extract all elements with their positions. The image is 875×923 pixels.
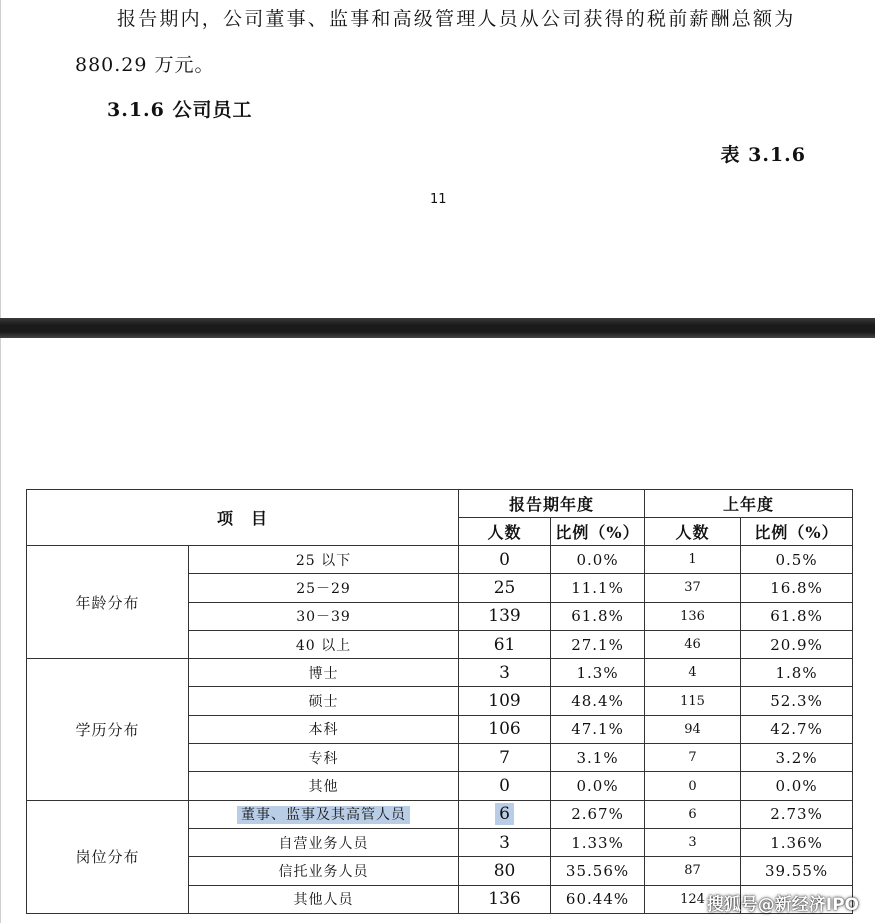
current-ratio-cell: 1.33% — [551, 828, 645, 856]
current-ratio-cell: 35.56% — [551, 857, 645, 885]
category-cell: 岗位分布 — [27, 800, 189, 913]
current-ratio-cell: 48.4% — [551, 687, 645, 715]
document-page-top — [0, 0, 875, 318]
current-ratio-cell: 61.8% — [551, 602, 645, 630]
highlighted-item-label: 董事、监事及其高管人员 — [237, 806, 410, 824]
previous-count-cell: 124 — [645, 885, 741, 913]
paragraph-line-1: 报告期内，公司董事、监事和高级管理人员从公司获得的税前薪酬总额为 — [117, 8, 796, 30]
previous-count-cell: 115 — [645, 687, 741, 715]
previous-count-cell: 3 — [645, 828, 741, 856]
item-cell: 其他人员 — [189, 885, 459, 913]
previous-ratio-cell: 16.8% — [741, 574, 853, 602]
item-cell: 专科 — [189, 744, 459, 772]
header-previous-ratio: 比例（%） — [741, 518, 853, 546]
previous-ratio-cell: 1.36% — [741, 828, 853, 856]
item-cell: 信托业务人员 — [189, 857, 459, 885]
item-cell: 其他 — [189, 772, 459, 800]
previous-ratio-cell: 1.8% — [741, 659, 853, 687]
table-row — [27, 546, 853, 574]
previous-count-cell: 7 — [645, 744, 741, 772]
previous-ratio-cell: 0.0% — [741, 772, 853, 800]
current-count-cell: 0 — [459, 546, 551, 574]
current-count-cell: 3 — [459, 828, 551, 856]
item-cell — [189, 800, 459, 828]
current-ratio-cell: 0.0% — [551, 772, 645, 800]
current-count-cell: 80 — [459, 857, 551, 885]
previous-ratio-cell: 0.5% — [741, 546, 853, 574]
current-count-cell: 109 — [459, 687, 551, 715]
previous-ratio-cell: 61.8% — [741, 602, 853, 630]
previous-ratio-cell: 52.3% — [741, 687, 853, 715]
watermark: 搜狐号@新经济IPO — [706, 895, 859, 915]
table-row — [27, 659, 853, 687]
previous-count-cell: 136 — [645, 602, 741, 630]
previous-count-cell: 37 — [645, 574, 741, 602]
current-count-cell: 7 — [459, 744, 551, 772]
current-count-cell: 0 — [459, 772, 551, 800]
current-count-cell: 3 — [459, 659, 551, 687]
category-cell: 学历分布 — [27, 659, 189, 800]
staff-table — [26, 489, 853, 914]
paragraph-line-2: 880.29 万元。 — [75, 54, 215, 76]
previous-ratio-cell: 20.9% — [741, 630, 853, 658]
header-current-year: 报告期年度 — [459, 490, 645, 518]
header-current-count: 人数 — [459, 518, 551, 546]
table-header-row — [27, 490, 853, 518]
current-ratio-cell: 60.44% — [551, 885, 645, 913]
item-cell: 本科 — [189, 715, 459, 743]
item-cell: 30－39 — [189, 602, 459, 630]
current-count-cell: 136 — [459, 885, 551, 913]
previous-count-cell: 6 — [645, 800, 741, 828]
previous-count-cell: 87 — [645, 857, 741, 885]
previous-count-cell: 4 — [645, 659, 741, 687]
section-title: 3.1.6 公司员工 — [107, 99, 253, 121]
previous-count-cell: 0 — [645, 772, 741, 800]
highlighted-count: 6 — [495, 803, 514, 825]
current-ratio-cell: 1.3% — [551, 659, 645, 687]
current-count-cell: 139 — [459, 602, 551, 630]
header-previous-year: 上年度 — [645, 490, 853, 518]
item-cell: 博士 — [189, 659, 459, 687]
current-ratio-cell: 0.0% — [551, 546, 645, 574]
current-ratio-cell: 2.67% — [551, 800, 645, 828]
current-ratio-cell: 11.1% — [551, 574, 645, 602]
table-caption: 表 3.1.6 — [720, 144, 806, 166]
header-current-ratio: 比例（%） — [551, 518, 645, 546]
current-ratio-cell: 3.1% — [551, 744, 645, 772]
previous-count-cell: 94 — [645, 715, 741, 743]
current-count-cell — [459, 800, 551, 828]
previous-count-cell: 46 — [645, 630, 741, 658]
page-divider — [0, 318, 875, 338]
header-previous-count: 人数 — [645, 518, 741, 546]
header-item: 项 目 — [27, 490, 459, 546]
previous-ratio-cell: 42.7% — [741, 715, 853, 743]
page-number: 11 — [430, 192, 447, 207]
current-count-cell: 25 — [459, 574, 551, 602]
previous-ratio-cell: 2.73% — [741, 800, 853, 828]
item-cell: 40 以上 — [189, 630, 459, 658]
item-cell: 硕士 — [189, 687, 459, 715]
current-count-cell: 61 — [459, 630, 551, 658]
current-count-cell: 106 — [459, 715, 551, 743]
item-cell: 自营业务人员 — [189, 828, 459, 856]
item-cell: 25－29 — [189, 574, 459, 602]
item-cell: 25 以下 — [189, 546, 459, 574]
current-ratio-cell: 27.1% — [551, 630, 645, 658]
category-cell: 年龄分布 — [27, 546, 189, 659]
table-row — [27, 800, 853, 828]
previous-count-cell: 1 — [645, 546, 741, 574]
previous-ratio-cell: 3.2% — [741, 744, 853, 772]
current-ratio-cell: 47.1% — [551, 715, 645, 743]
previous-ratio-cell: 39.55% — [741, 857, 853, 885]
